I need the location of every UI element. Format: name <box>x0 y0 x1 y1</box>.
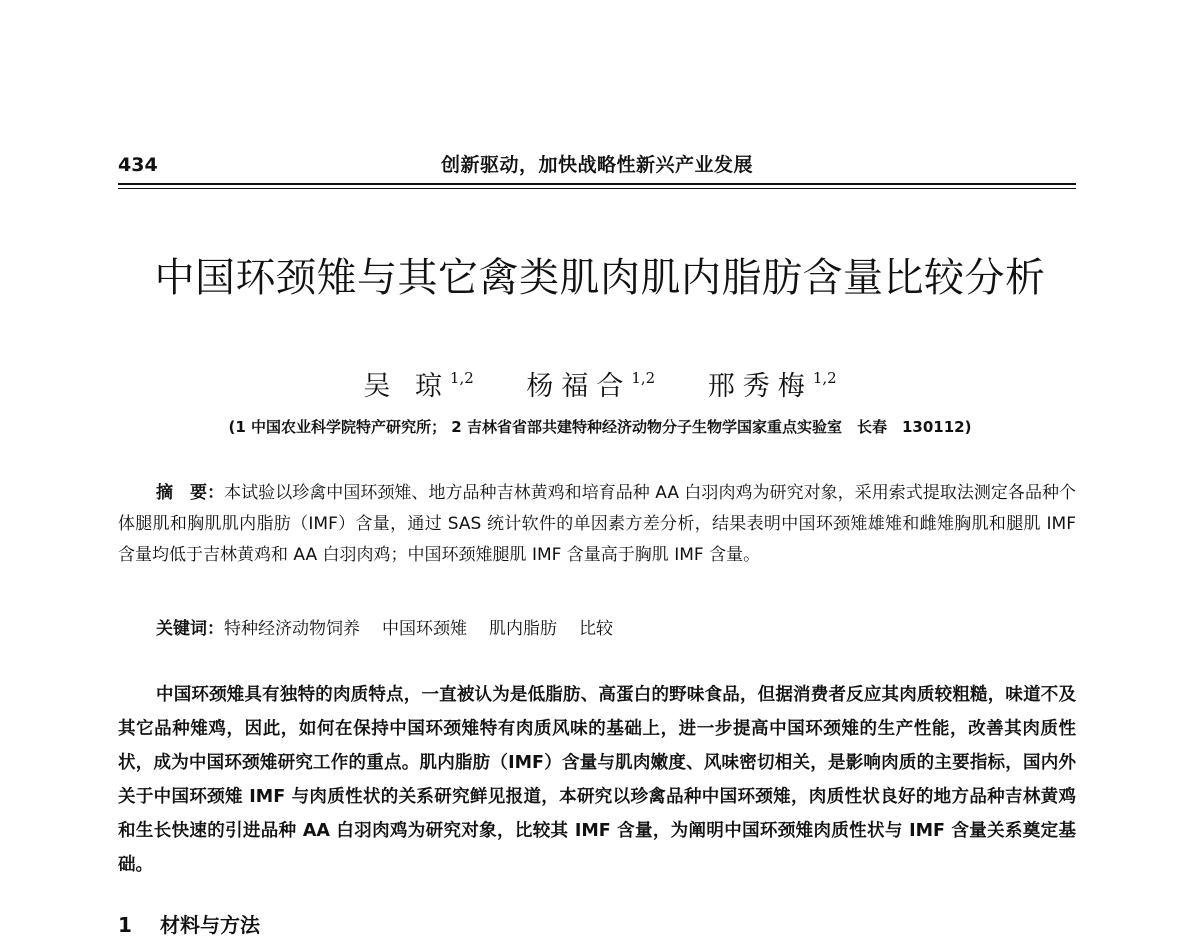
abstract-label: 摘 要： <box>156 483 225 503</box>
header-rule-thick <box>118 183 1076 185</box>
section-title: 材料与方法 <box>160 913 260 937</box>
author-list <box>300 358 900 407</box>
keyword: 肌内脂肪 <box>489 619 557 639</box>
keyword: 中国环颈雉 <box>382 619 467 639</box>
page-number: 434 <box>118 154 158 176</box>
keyword: 比较 <box>579 619 613 639</box>
author <box>363 358 473 407</box>
author-affiliation-mark: 1,2 <box>449 369 474 387</box>
abstract-text: 本试验以珍禽中国环颈雉、地方品种吉林黄鸡和培育品种 AA 白羽肉鸡为研究对象，采用索式提取法测定各品种个体腿肌和胸肌肌内脂肪（IMF）含量，通过 SAS 统计软件的单因素方差分析，结果表明中国环颈雉雄雉和雌雉胸肌和腿肌 IMF 含量均低于吉林黄鸡和 AA 白羽肉鸡；中国环颈雉腿肌 IMF 含量高于胸肌 IMF 含量。 <box>118 483 1077 565</box>
running-title: 创新驱动，加快战略性新兴产业发展 <box>440 154 753 176</box>
section-number: 1 <box>118 913 132 937</box>
author-affiliation-mark: 1,2 <box>631 369 656 387</box>
author <box>526 358 655 407</box>
running-header <box>118 151 1076 181</box>
author-affiliation-mark: 1,2 <box>812 369 837 387</box>
author <box>708 358 837 407</box>
keyword: 特种经济动物饲养 <box>224 619 360 639</box>
paper-title: 中国环颈雉与其它禽类肌肉肌内脂肪含量比较分析 <box>154 255 1046 301</box>
section-heading <box>118 910 260 940</box>
keywords <box>118 614 1076 644</box>
author-name: 吴 琼 <box>363 371 450 402</box>
affiliation: (1 中国农业科学院特产研究所； 2 吉林省省部共建特种经济动物分子生物学国家重点实验室 长春 130112) <box>228 418 972 436</box>
keywords-label: 关键词： <box>156 619 224 639</box>
author-name: 邢秀梅 <box>707 371 813 402</box>
intro-paragraph: 中国环颈雉具有独特的肉质特点，一直被认为是低脂肪、高蛋白的野味食品，但据消费者反应其肉质较粗糙，味道不及其它品种雉鸡，因此，如何在保持中国环颈雉特有肉质风味的基础上，进一步提高中国环颈雉的生产性能，改善其肉质性状，成为中国环颈雉研究工作的重点。肌内脂肪（IMF）含量与肌肉嫩度、风味密切相关，是影响肉质的主要指标，国内外关于中国环颈雉 IMF 与肉质性状的关系研究鲜见报道，本研究以珍禽品种中国环颈雉，肉质性状良好的地方品种吉林黄鸡和生长快速的引进品种 AA 白羽肉鸡为研究对象，比较其 IMF 含量，为阐明中国环颈雉肉质性状与 IMF 含量关系奠定基础。 <box>118 685 1076 875</box>
author-name: 杨福合 <box>526 371 632 402</box>
abstract <box>118 478 1076 571</box>
header-rule-thin <box>118 188 1076 189</box>
